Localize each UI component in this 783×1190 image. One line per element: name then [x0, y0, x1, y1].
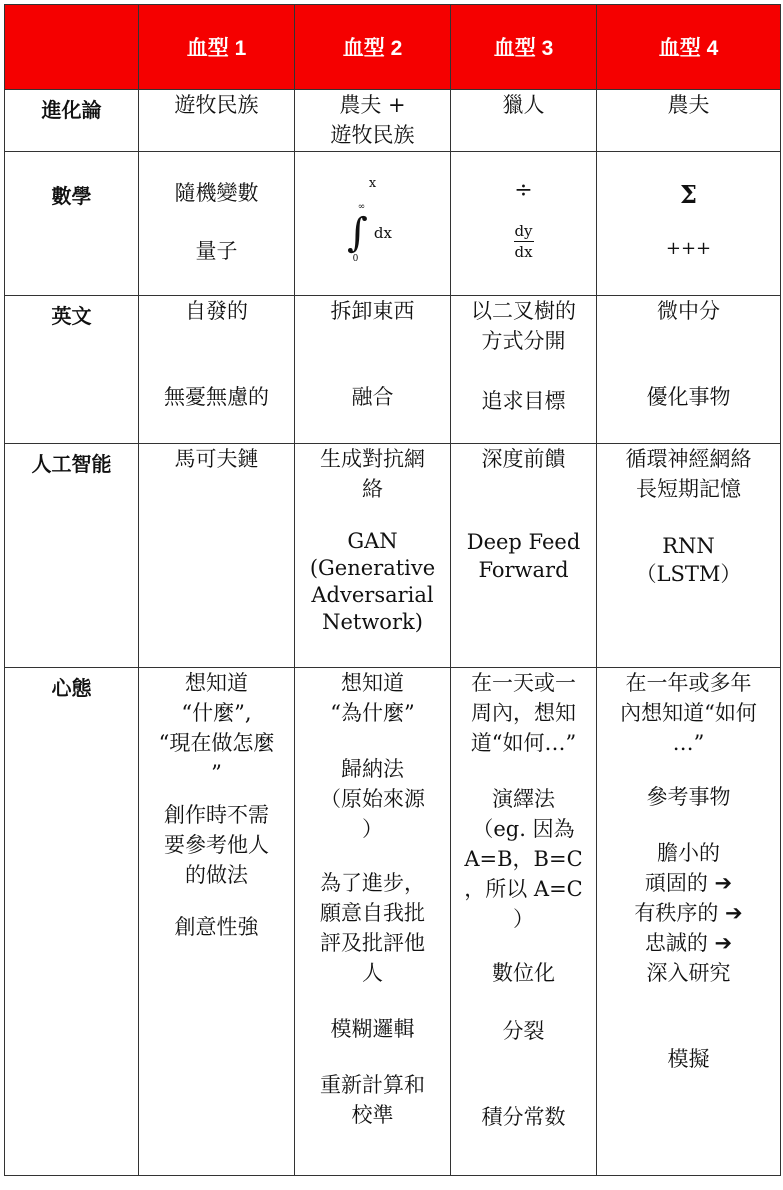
text-line: 周內，想知 [471, 701, 576, 725]
text-line: (Generative [309, 556, 436, 580]
text-line: ” [211, 761, 222, 785]
text-line: 無憂無慮的 [164, 385, 269, 409]
header-corner [5, 5, 139, 90]
text-line: Deep Feed [466, 530, 581, 554]
arrow-right-icon: ➔ [725, 901, 743, 925]
text-line: 隨機變數 [174, 181, 259, 205]
math-x-label: x [368, 176, 377, 191]
text-line: 遊牧民族 [330, 123, 415, 147]
trait-line [597, 868, 780, 898]
arrow-right-icon: ➔ [714, 871, 733, 895]
integral-upper-limit: ∞ [357, 202, 366, 212]
text-line: 膽小的 [657, 841, 720, 865]
row-label-mindset: 心態 [5, 668, 139, 1176]
row-label-math: 數學 [5, 152, 139, 296]
text-line: 在一年或多年 [625, 671, 752, 695]
header-blood-type-1: 血型 1 [139, 5, 295, 90]
text-line: 內想知道“如何 [620, 701, 757, 725]
text-line: 分裂 [502, 1019, 545, 1043]
row-english [5, 296, 781, 444]
text-line: 在一天或一 [471, 671, 576, 695]
text-line: 想知道 [341, 671, 404, 695]
trait-line [597, 898, 780, 928]
row-evolution [5, 90, 781, 152]
cell-ai-2 [295, 444, 451, 668]
text-line: 有秩序的 [634, 901, 719, 925]
text-line: 創作時不需 [164, 803, 269, 827]
text-line: 積分常数 [481, 1105, 566, 1129]
row-label-english: 英文 [5, 296, 139, 444]
text-line: 優化事物 [646, 385, 731, 409]
text-line: 模擬 [667, 1047, 710, 1071]
cell-mindset-4 [597, 668, 781, 1176]
cell-evolution-4 [597, 90, 781, 152]
text-line: 農夫 [667, 93, 710, 117]
trait-line [597, 928, 780, 958]
text-line: RNN [662, 534, 715, 558]
text-line: 拆卸東西 [330, 299, 415, 323]
row-label-ai: 人工智能 [5, 444, 139, 668]
text-line: 循環神經網絡 [625, 447, 752, 471]
text-line: Adversarial [311, 583, 434, 607]
text-line: 想知道 [185, 671, 248, 695]
text-line: 歸納法 [341, 757, 404, 781]
text-line: 道“如何…” [470, 731, 577, 755]
text-line: 創意性強 [174, 915, 259, 939]
text-line: 自發的 [185, 299, 248, 323]
text-line: 校準 [351, 1103, 394, 1127]
text-line: 融合 [351, 385, 394, 409]
text-line: （eg. 因為 [472, 817, 575, 841]
text-line: 馬可夫鏈 [174, 447, 259, 471]
header-blood-type-4: 血型 4 [597, 5, 781, 90]
text-line: （原始來源 [320, 787, 425, 811]
cell-evolution-2 [295, 90, 451, 152]
cell-english-1 [139, 296, 295, 444]
text-line: 參考事物 [646, 785, 731, 809]
text-line: 量子 [195, 239, 238, 263]
text-line: 生成對抗網 [320, 447, 425, 471]
header-row [5, 5, 781, 90]
cell-math-1 [139, 152, 295, 296]
text-line: 要參考他人 [164, 833, 269, 857]
integral-lower-limit: 0 [352, 254, 359, 264]
cell-math-2 [295, 152, 451, 296]
text-line: 的做法 [185, 863, 248, 887]
text-line: ） [513, 907, 534, 931]
text-line: Network) [322, 610, 423, 634]
text-line: 忠誠的 [644, 931, 708, 955]
row-label-evolution: 進化論 [5, 90, 139, 152]
text-line: 農夫 + [339, 93, 406, 117]
text-line: GAN [347, 529, 398, 553]
text-line: 演繹法 [492, 787, 555, 811]
text-line: 重新計算和 [320, 1073, 425, 1097]
cell-ai-3 [451, 444, 597, 668]
text-line: 微中分 [657, 299, 720, 323]
text-line: …” [672, 731, 705, 755]
text-line: 絡 [362, 477, 383, 501]
text-line: 深度前饋 [481, 447, 566, 471]
row-math [5, 152, 781, 296]
text-line: “現在做怎麼 [158, 731, 275, 755]
header-blood-type-3: 血型 3 [451, 5, 597, 90]
cell-math-4 [597, 152, 781, 296]
text-line: 人 [362, 961, 383, 985]
row-ai [5, 444, 781, 668]
integral-sign-icon: ∫ [347, 210, 368, 256]
text-line: “什麼”, [181, 701, 252, 725]
cell-evolution-3 [451, 90, 597, 152]
cell-ai-1 [139, 444, 295, 668]
text-line: 願意自我批 [320, 901, 425, 925]
text-line: Forward [478, 558, 569, 582]
header-blood-type-2: 血型 2 [295, 5, 451, 90]
plus-text: +++ [665, 238, 712, 259]
text-line: 追求目標 [481, 389, 566, 413]
text-line: 頑固的 [644, 871, 708, 895]
derivative-fraction [514, 222, 534, 261]
fraction-denominator: dx [514, 243, 533, 261]
division-sign: ÷ [514, 178, 533, 203]
cell-mindset-2 [295, 668, 451, 1176]
text-line: ，所以 A=C [464, 877, 583, 901]
cell-mindset-3 [451, 668, 597, 1176]
cell-english-3 [451, 296, 597, 444]
arrow-right-icon: ➔ [714, 931, 733, 955]
text-line: 獵人 [502, 93, 545, 117]
row-mindset [5, 668, 781, 1176]
sigma-symbol: Σ [680, 180, 697, 209]
text-line: “為什麼” [330, 701, 415, 725]
text-line: 深入研究 [646, 961, 731, 985]
cell-english-2 [295, 296, 451, 444]
text-line: 評及批評他 [320, 931, 425, 955]
text-line: 長短期記憶 [636, 477, 741, 501]
fraction-numerator: dy [514, 222, 533, 240]
integral-dx: dx [373, 224, 392, 242]
cell-english-4 [597, 296, 781, 444]
text-line: 為了進步， [320, 871, 425, 895]
integral-expression [295, 176, 450, 264]
text-line: 方式分開 [481, 329, 566, 353]
blood-type-table [4, 4, 781, 1176]
text-line: 數位化 [492, 961, 555, 985]
text-line: ） [362, 817, 383, 841]
cell-mindset-1 [139, 668, 295, 1176]
text-line: 以二叉樹的 [471, 299, 576, 323]
text-line: 遊牧民族 [174, 93, 259, 117]
text-line: 模糊邏輯 [330, 1017, 415, 1041]
cell-evolution-1 [139, 90, 295, 152]
text-line: （LSTM） [635, 562, 742, 586]
cell-math-3 [451, 152, 597, 296]
cell-ai-4 [597, 444, 781, 668]
text-line: A=B，B=C [464, 847, 583, 871]
